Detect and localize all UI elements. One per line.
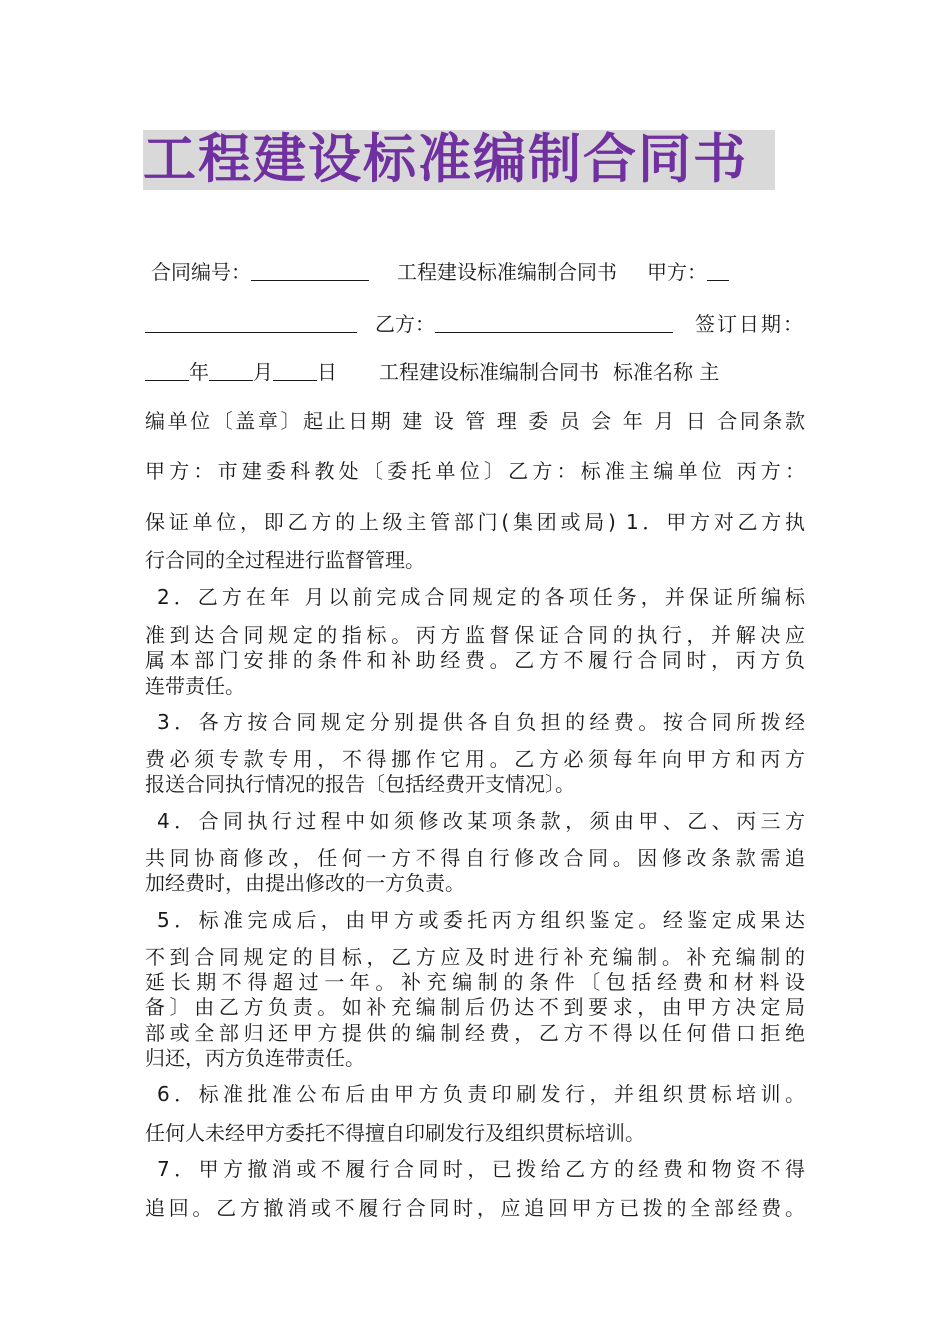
month-blank <box>209 360 253 381</box>
clause-5: 5．标准完成后，由甲方或委托丙方组织鉴定。经鉴定成果达 <box>157 908 805 932</box>
document-title: 工程建设标准编制合同书 <box>143 130 775 190</box>
day-label: 日 <box>317 360 337 384</box>
body-line: 不到合同规定的目标，乙方应及时进行补充编制。补充编制的 <box>145 945 805 969</box>
body-line: 准到达合同规定的指标。丙方监督保证合同的执行，并解决应 <box>145 623 805 647</box>
header-line-2 <box>145 309 805 339</box>
body-line: 连带责任。 <box>145 674 245 698</box>
body-line: 追回。乙方撤消或不履行合同时，应追回甲方已拨的全部经费。 <box>145 1196 805 1220</box>
doc-name: 工程建设标准编制合同书 <box>397 260 617 284</box>
body-line: 共同协商修改，任何一方不得自行修改合同。因修改条款需追 <box>145 846 805 870</box>
header-line-3 <box>145 357 805 387</box>
body-line: 归还，丙方负连带责任。 <box>145 1046 365 1070</box>
body-line: 费必须专款专用，不得挪作它用。乙方必须每年向甲方和丙方 <box>145 747 805 771</box>
body-line: 报送合同执行情况的报告〔包括经费开支情况〕。 <box>145 772 575 796</box>
contract-no-blank <box>251 260 369 281</box>
body-line: 延长期不得超过一年。补充编制的条件〔包括经费和材料设 <box>145 970 805 994</box>
month-label: 月 <box>253 360 273 384</box>
party-a-label: 甲方： <box>647 260 707 284</box>
party-a-blank <box>707 260 729 281</box>
sign-date-label: 签订日期： <box>695 312 805 336</box>
clause-3: 3．各方按合同规定分别提供各自负担的经费。按合同所拨经 <box>157 710 805 734</box>
year-blank <box>145 360 189 381</box>
contract-no-label: 合同编号： <box>151 260 251 284</box>
body-line: 编单位〔盖章〕起止日期 建 设 管 理 委 员 会 年 月 日 合同条款 <box>145 409 805 433</box>
clause-6: 6．标准批准公布后由甲方负责印刷发行，并组织贯标培训。 <box>157 1082 805 1106</box>
body-line: 保证单位，即乙方的上级主管部门(集团或局) 1．甲方对乙方执 <box>145 510 805 534</box>
party-b-blank <box>435 312 673 333</box>
clause-2: 2．乙方在年 月以前完成合同规定的各项任务，并保证所编标 <box>157 585 805 609</box>
body-line: 加经费时，由提出修改的一方负责。 <box>145 871 465 895</box>
body-line: 部或全部归还甲方提供的编制经费，乙方不得以任何借口拒绝 <box>145 1021 805 1045</box>
clause-7: 7．甲方撤消或不履行合同时，已拨给乙方的经费和物资不得 <box>157 1157 805 1181</box>
body-line: 备〕由乙方负责。如补充编制后仍达不到要求，由甲方决定局 <box>145 995 805 1019</box>
clause-4: 4．合同执行过程中如须修改某项条款，须由甲、乙、丙三方 <box>157 809 805 833</box>
year-label: 年 <box>189 360 209 384</box>
day-blank <box>273 360 317 381</box>
body-line: 任何人未经甲方委托不得擅自印刷发行及组织贯标培训。 <box>145 1121 645 1145</box>
doc-name-2: 工程建设标准编制合同书 <box>379 360 599 384</box>
header-line-1 <box>145 257 805 287</box>
party-b-label: 乙方： <box>375 312 435 336</box>
standard-name: 标准名称 主 <box>613 360 720 384</box>
body-line: 行合同的全过程进行监督管理。 <box>145 548 425 572</box>
body-line: 属本部门安排的条件和补助经费。乙方不履行合同时，丙方负 <box>145 648 805 672</box>
body-line: 甲方：市建委科教处〔委托单位〕乙方：标准主编单位 丙方： <box>145 459 805 483</box>
party-a-blank-cont <box>145 312 357 333</box>
